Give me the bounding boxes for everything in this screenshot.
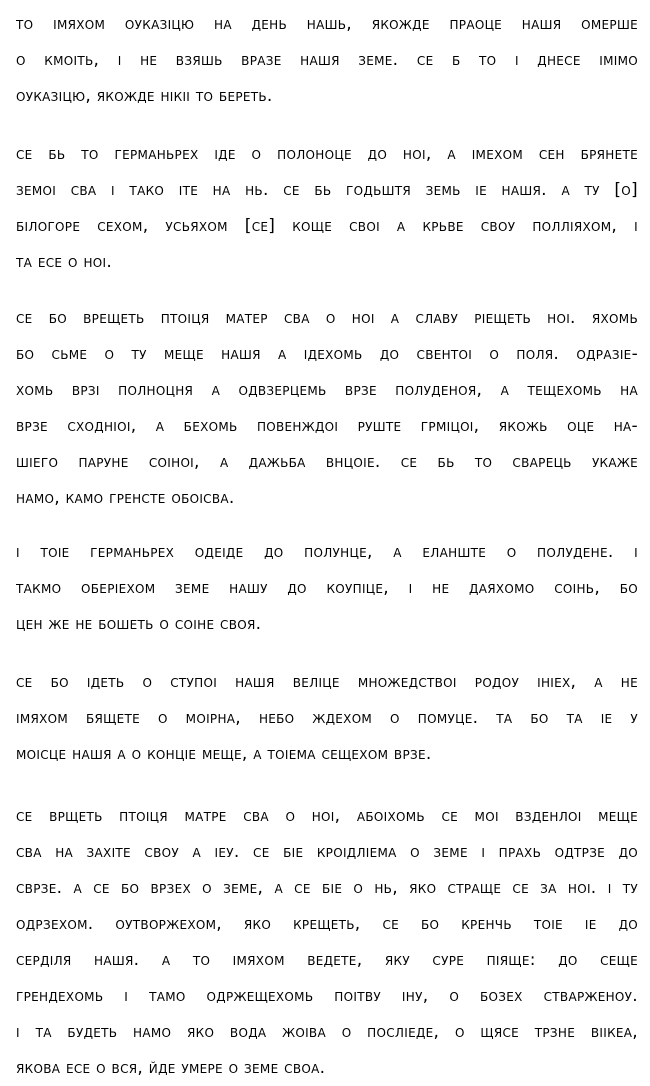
text-line: се врщеть птоіця матре сва о ноі, абоіхомь се моі взденлоі меще: [16, 806, 638, 826]
text-line: білогоре сехом, усьяхом [се] коще своі а крьве своу полліяхом, і: [16, 216, 638, 236]
text-line: і та будеть намо яко вода жоіва о посліеде, о щясе трзне віікеа,: [16, 1022, 638, 1042]
paragraph-3: [16, 280, 638, 516]
paragraph-1: [16, 0, 638, 114]
text-line: та есе о ноі.: [16, 252, 113, 272]
paragraph-6: [16, 772, 638, 1086]
text-line: серділя нашя. а то імяхом ведете, яку суре піяще: до сеще: [16, 950, 638, 970]
text-line: цен же не бошеть о соіне своя.: [16, 614, 262, 634]
text-line: хомь врзі полноцня а одвзерцемь врзе полуденоя, а тещехомь на: [16, 380, 638, 400]
text-line: бо сьме о ту меще нашя а ідехомь до свентоі о поля. одразіе-: [16, 344, 638, 364]
paragraph-5: [16, 642, 638, 772]
text-line: імяхом бящете о моірна, небо ждехом о помуце. та бо та іе у: [16, 708, 638, 728]
text-line: якова есе о вся, йде умере о земе своа.: [16, 1058, 326, 1078]
text-line: сврзе. а се бо врзех о земе, а се біе о нь, яко страще се за ноі. і ту: [16, 878, 638, 898]
text-line: оуказіцю, якожде нікіі то береть.: [16, 86, 273, 106]
text-line: врзе сходніоі, а бехомь повенждоі руште грміцоі, якожь оце на-: [16, 416, 638, 436]
text-line: о кмоіть, і не взяшь вразе нашя земе. се б то і днесе імімо: [16, 50, 638, 70]
text-line: се бо врещеть птоіця матер сва о ноі а славу ріещеть ноі. яхомь: [16, 308, 638, 328]
text-line: такмо оберіехом земе нашу до коупіце, і не даяхомо соінь, бо: [16, 578, 638, 598]
text-line: моісце нашя а о конціе меще, а тоіема сещехом врзе.: [16, 744, 432, 764]
text-line: земоі сва і тако іте на нь. се бь годьштя земь іе нашя. а ту [о]: [16, 180, 638, 200]
text-line: шіего паруне соіноі, а дажьба внцоіе. се бь то сварець укаже: [16, 452, 638, 472]
paragraph-4: [16, 516, 638, 642]
text-line: грендехомь і тамо одржещехомь поітву іну, о бозех стварженоу.: [16, 986, 638, 1006]
text-line: се бь то германьрех іде о полоноце до ноі, а імехом сен брянете: [16, 144, 638, 164]
text-line: намо, камо гренсте обоісва.: [16, 488, 235, 508]
text-line: і тоіе германьрех одеіде до полунце, а еланште о полудене. і: [16, 542, 638, 562]
text-line: сва на захіте своу а іеу. се біе кроідліема о земе і прахь одтрзе до: [16, 842, 638, 862]
text-line: то імяхом оуказіцю на день нашь, якожде праоце нашя омерше: [16, 14, 638, 34]
text-line: одрзехом. оутворжехом, яко крещеть, се бо кренчь тоіе іе до: [16, 914, 638, 934]
paragraph-2: [16, 114, 638, 280]
text-line: се бо ідеть о ступоі нашя веліце множедствоі родоу ініех, а не: [16, 672, 638, 692]
